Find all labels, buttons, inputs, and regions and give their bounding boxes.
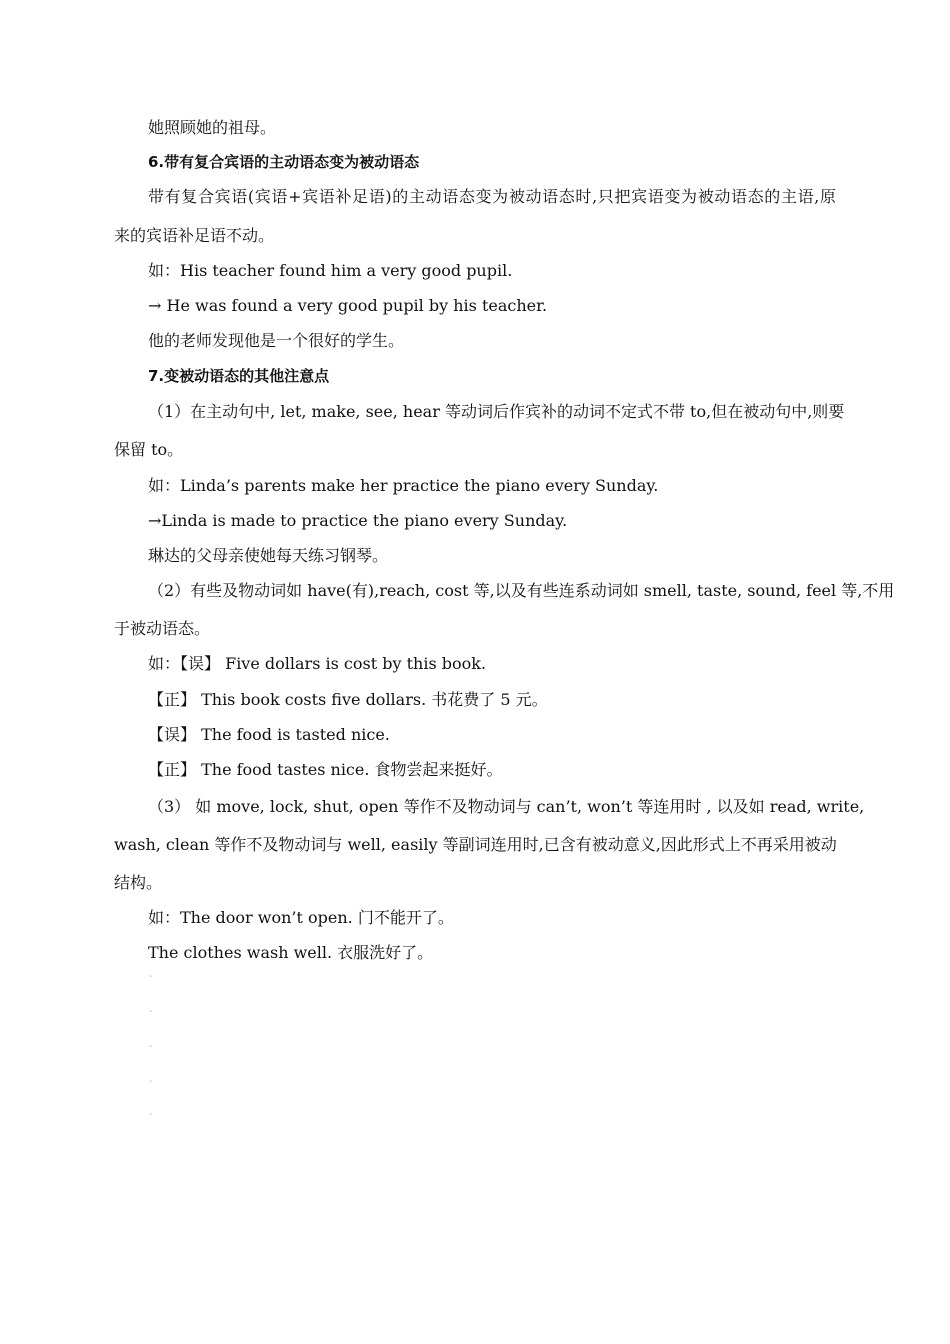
paragraph-mark: - <box>149 1041 153 1052</box>
example-line: 【误】 The food is tasted nice. <box>148 725 390 744</box>
example-line: → He was found a very good pupil by his teacher. <box>148 296 548 315</box>
paragraph-line: wash, clean 等作不及物动词与 well, easily 等副词连用时,已含有被动意义,因此形式上不再采用被动 <box>114 835 837 854</box>
paragraph-mark: - <box>149 971 153 982</box>
translation-line: 琳达的父母亲使她每天练习钢琴。 <box>148 546 389 565</box>
paragraph-mark: - <box>149 1006 153 1017</box>
example-line: 如：【误】 Five dollars is cost by this book. <box>148 654 487 673</box>
paragraph-line: （3） 如 move, lock, shut, open 等作不及物动词与 can’t, won’t 等连用时 , 以及如 read, write, <box>148 797 865 816</box>
translation-line: 他的老师发现他是一个很好的学生。 <box>148 331 405 350</box>
paragraph-mark: - <box>149 1076 153 1087</box>
paragraph-line: 来的宾语补足语不动。 <box>114 226 275 245</box>
example-line: 如：The door won’t open. 门不能开了。 <box>148 908 454 927</box>
paragraph-line: 结构。 <box>114 873 163 892</box>
example-line: →Linda is made to practice the piano every Sunday. <box>148 511 568 530</box>
example-line: 如：Linda’s parents make her practice the piano every Sunday. <box>148 476 659 495</box>
example-line: 【正】 This book costs five dollars. 书花费了 5 元。 <box>148 690 548 709</box>
section-heading: 7.变被动语态的其他注意点 <box>148 367 330 385</box>
paragraph-line: 带有复合宾语(宾语+宾语补足语)的主动语态变为被动语态时,只把宾语变为被动语态的主语,原 <box>148 187 836 206</box>
paragraph-line: 于被动语态。 <box>114 619 211 638</box>
example-line: 如：His teacher found him a very good pupil. <box>148 261 513 280</box>
paragraph-mark: - <box>149 1109 153 1120</box>
text-line: 她照顾她的祖母。 <box>148 118 277 137</box>
paragraph-line: （2）有些及物动词如 have(有),reach, cost 等,以及有些连系动词如 smell, taste, sound, feel 等,不用 <box>148 581 895 600</box>
paragraph-line: 保留 to。 <box>114 440 184 459</box>
section-heading: 6.带有复合宾语的主动语态变为被动语态 <box>148 153 420 171</box>
example-line: 【正】 The food tastes nice. 食物尝起来挺好。 <box>148 760 503 779</box>
paragraph-line: （1）在主动句中, let, make, see, hear 等动词后作宾补的动词不定式不带 to,但在被动句中,则要 <box>148 402 845 421</box>
example-line: The clothes wash well. 衣服洗好了。 <box>148 943 434 962</box>
